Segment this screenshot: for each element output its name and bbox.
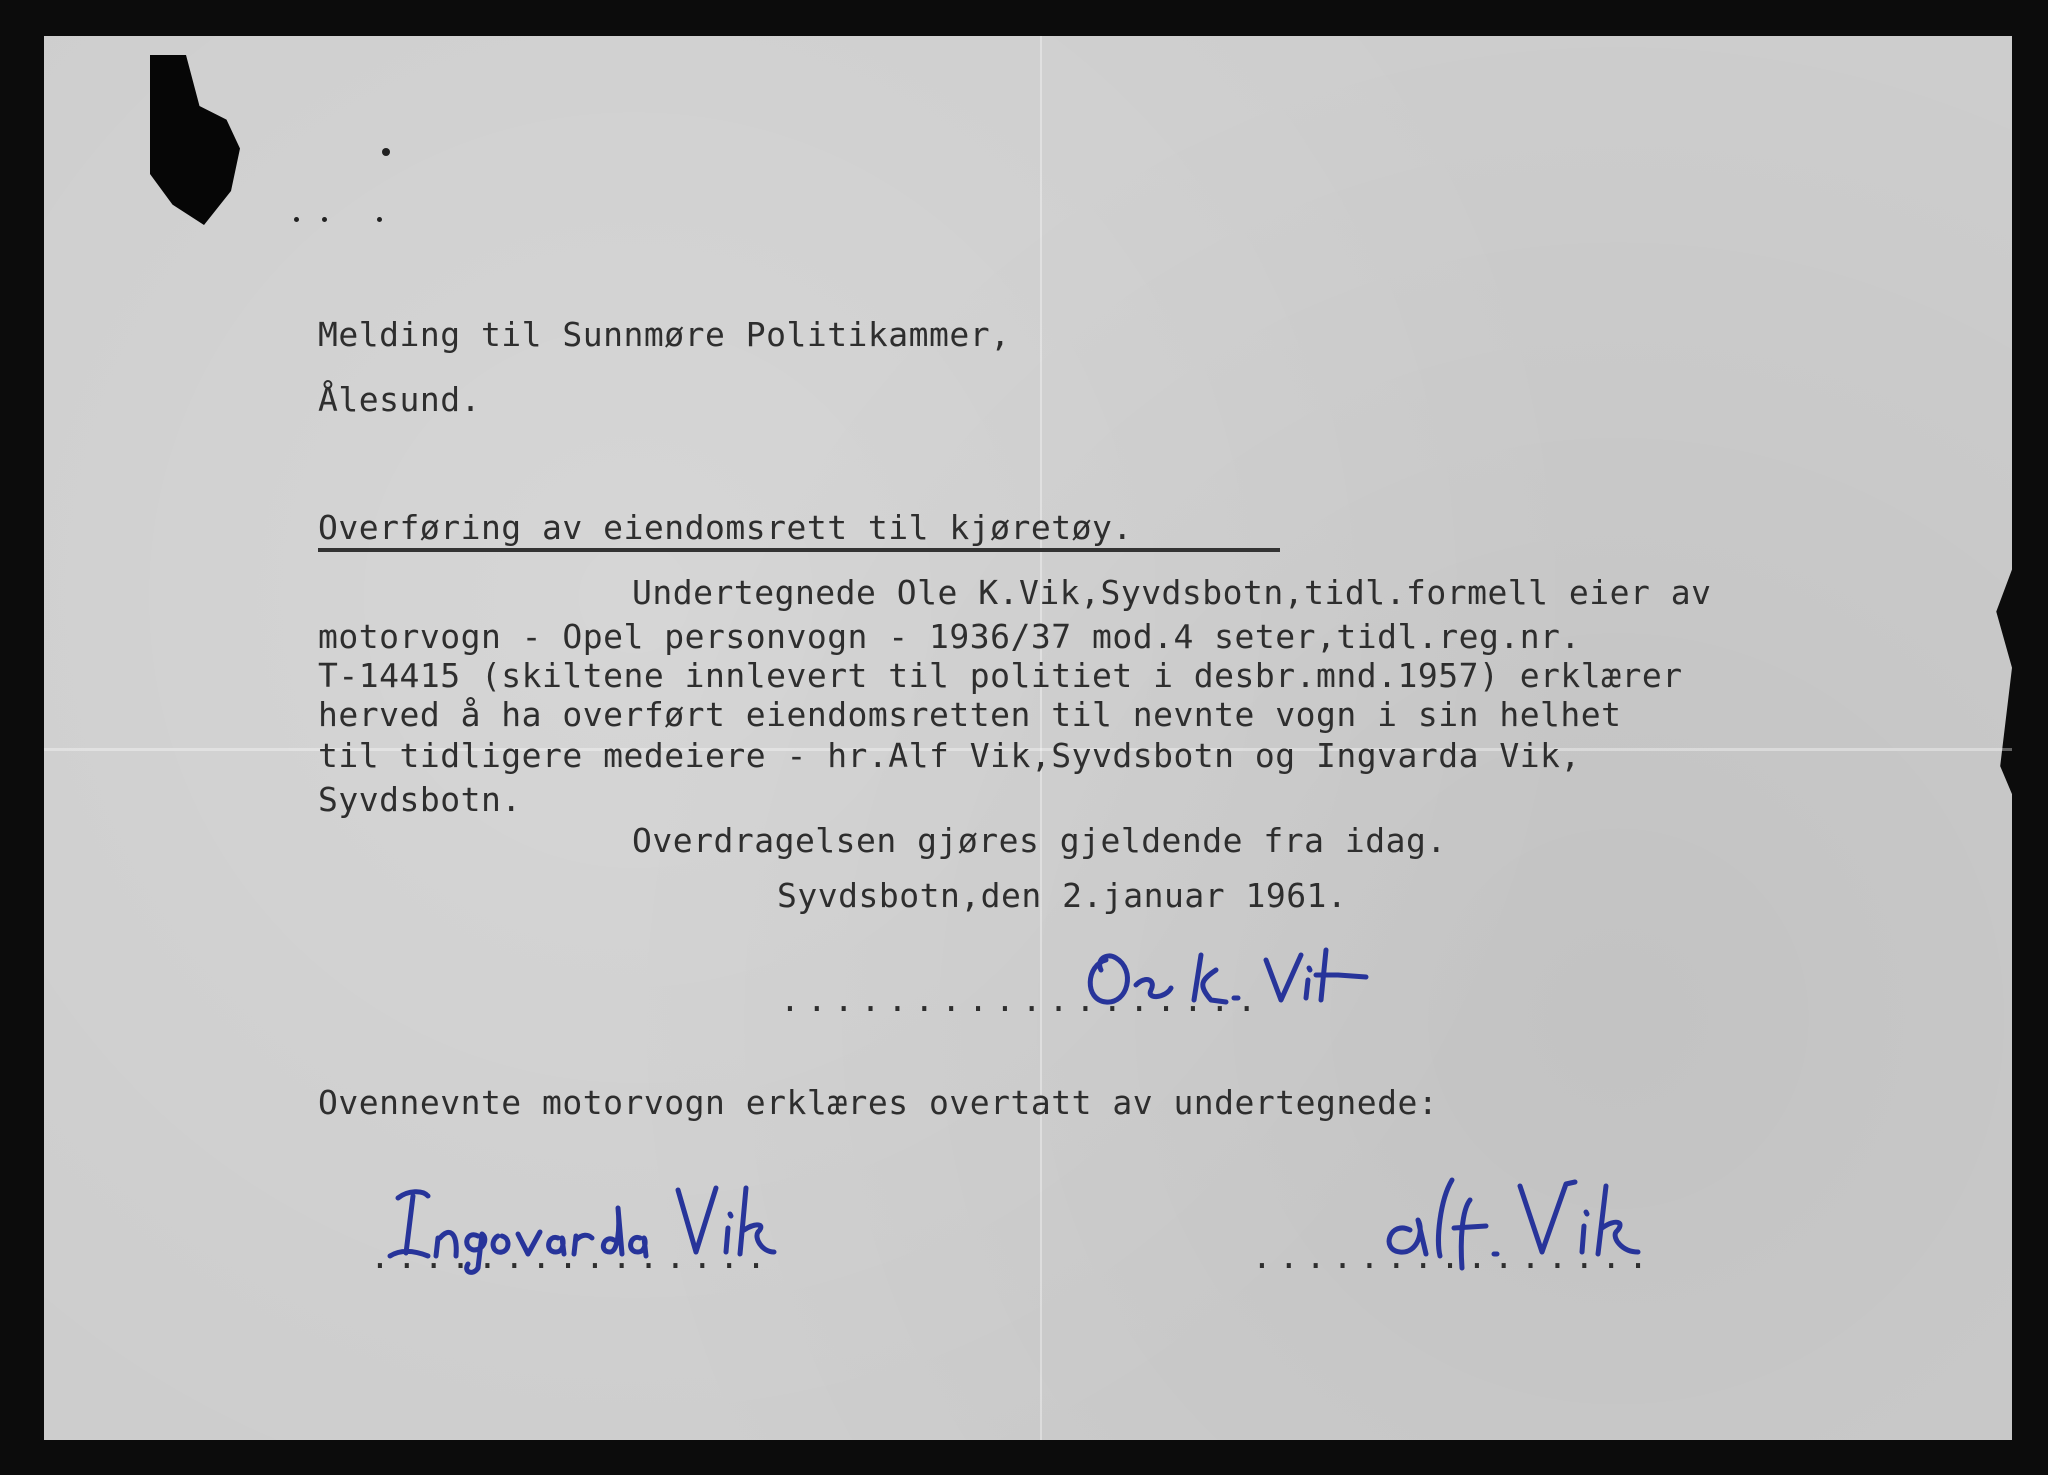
- body-line-2: motorvogn - Opel personvogn - 1936/37 mod.4 seter,tidl.reg.nr.: [318, 617, 1581, 656]
- ink-speck: [322, 217, 327, 222]
- seller-signature-dotted-line: ..................: [780, 980, 1264, 1019]
- buyer-1-signature-dotted-line: ...............: [370, 1237, 774, 1276]
- effective-date-line: Overdragelsen gjøres gjeldende fra idag.: [632, 821, 1447, 860]
- ink-speck: [294, 217, 299, 222]
- body-line-3: T-14415 (skiltene innlevert til politiet i desbr.mnd.1957) erklærer: [318, 656, 1683, 695]
- buyer-2-signature-dotted-line: ...............: [1252, 1237, 1656, 1276]
- addressee-line-2: Ålesund.: [318, 380, 481, 419]
- body-line-1: Undertegnede Ole K.Vik,Syvdsbotn,tidl.formell eier av: [632, 573, 1712, 612]
- subject-heading: Overføring av eiendomsrett til kjøretøy.: [318, 508, 1133, 547]
- addressee-line-1: Melding til Sunnmøre Politikammer,: [318, 315, 1011, 354]
- subject-underline: [318, 548, 1280, 552]
- body-line-5: til tidligere medeiere - hr.Alf Vik,Syvdsbotn og Ingvarda Vik,: [318, 736, 1581, 775]
- body-line-6: Syvdsbotn.: [318, 780, 522, 819]
- body-line-4: herved å ha overført eiendomsretten til nevnte vogn i sin helhet: [318, 695, 1622, 734]
- place-and-date: Syvdsbotn,den 2.januar 1961.: [777, 876, 1348, 915]
- ink-speck: [377, 217, 382, 222]
- acceptance-statement: Ovennevnte motorvogn erklæres overtatt av undertegnede:: [318, 1083, 1439, 1122]
- ink-speck: [382, 148, 390, 156]
